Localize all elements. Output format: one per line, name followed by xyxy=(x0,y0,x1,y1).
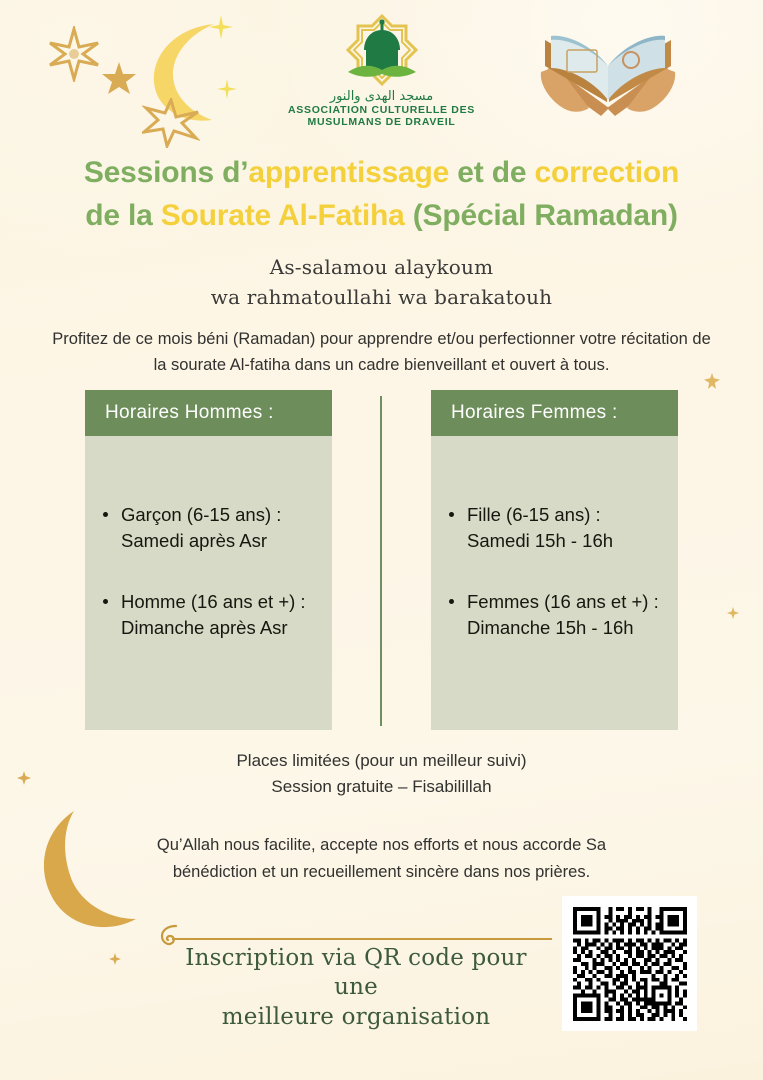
title-seg-5: de la xyxy=(85,198,161,232)
notes-line-2: Session gratuite – Fisabilillah xyxy=(271,777,492,797)
tiny-star-icon-1 xyxy=(16,770,32,786)
notes-line-1: Places limitées (pour un meilleur suivi) xyxy=(236,751,527,770)
women-schedule-heading: Horaires Femmes : xyxy=(431,390,678,436)
tiny-star-icon-2 xyxy=(108,952,122,966)
title-seg-7: (Spécial Ramadan) xyxy=(404,198,678,232)
logo-name-line1: ASSOCIATION CULTURELLE DES xyxy=(288,104,475,116)
poster-title xyxy=(40,152,723,237)
dua-paragraph: Qu’Allah nous facilite, accepte nos efforts et nous accorde Sa bénédiction et un recueillement sincère dans nos prières. xyxy=(156,836,607,881)
inscription-block xyxy=(160,938,552,1032)
logo-name-line2: MUSULMANS DE DRAVEIL xyxy=(307,116,456,129)
title-seg-1: Sessions d’ xyxy=(83,156,249,189)
schedule-panel-men xyxy=(85,390,332,730)
women-schedule-list xyxy=(447,502,664,641)
association-logo xyxy=(0,14,763,129)
list-item: Homme (16 ans et +) : Dimanche après Asr xyxy=(101,589,318,642)
title-seg-4: correction xyxy=(534,156,680,189)
notes-block xyxy=(60,748,703,801)
men-schedule-body xyxy=(85,436,332,730)
inscription-line-1: Inscription via QR code pour une xyxy=(185,945,527,1001)
panel-divider xyxy=(380,396,382,726)
inscription-line-2: meilleure organisation xyxy=(221,1003,491,1030)
list-item: Fille (6-15 ans) : Samedi 15h - 16h xyxy=(447,502,664,555)
greeting-line-1: As-salamou alaykoum xyxy=(269,255,494,279)
greeting-block xyxy=(60,253,703,312)
flourish-swirl-icon xyxy=(158,924,180,950)
title-line-1 xyxy=(40,152,723,195)
title-seg-2: apprentissage xyxy=(248,156,450,189)
greeting-line-2: wa rahmatoullahi wa barakatouh xyxy=(210,284,553,309)
men-schedule-list xyxy=(101,502,318,641)
intro-paragraph: Profitez de ce mois béni (Ramadan) pour apprendre et/ou perfectionner votre récitation de la sourate Al-fatiha dans un cadre bienveillant et ouvert à tous. xyxy=(52,330,711,375)
mosque-logo-icon xyxy=(334,14,430,88)
women-schedule-body xyxy=(431,436,678,730)
inscription-text xyxy=(160,944,552,1032)
title-seg-3: et de xyxy=(449,156,535,189)
schedule-panel-women xyxy=(431,390,678,730)
list-item: Femmes (16 ans et +) : Dimanche 15h - 16h xyxy=(447,589,664,642)
qr-code[interactable] xyxy=(562,896,697,1031)
logo-arabic-text: مسجد الهدى والنور xyxy=(329,89,434,104)
men-schedule-heading: Horaires Hommes : xyxy=(85,390,332,436)
tiny-star-icon-4 xyxy=(726,606,740,620)
title-line-2 xyxy=(40,195,723,238)
inscription-rule xyxy=(172,938,552,940)
qr-code-image xyxy=(573,907,687,1021)
list-item: Garçon (6-15 ans) : Samedi après Asr xyxy=(101,502,318,555)
title-seg-6: Sourate Al-Fatiha xyxy=(160,198,405,232)
